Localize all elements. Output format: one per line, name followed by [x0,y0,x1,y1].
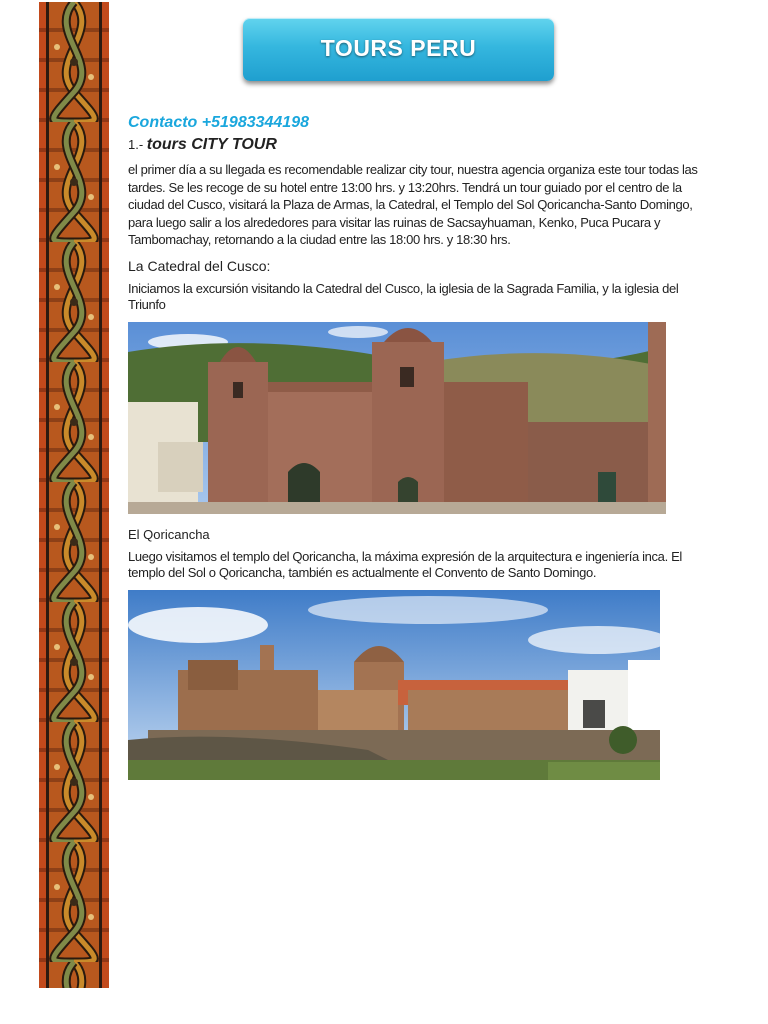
section-text-qoricancha: Luego visitamos el templo del Qoricancha, la máxima expresión de la arquitectura e ingeniería inca. El templo del Sol o Qoricancha, también es actualmente el Convento de Santo Domingo. [128,548,682,580]
section-heading-catedral: La Catedral del Cusco: [128,257,271,274]
tours-peru-header-button[interactable] [243,18,554,81]
qoricancha-photo [128,590,660,780]
tour-title: tours CITY TOUR [146,136,277,153]
contact-phone: Contacto +51983344198 [128,114,309,131]
intro-paragraph: el primer día a su llegada es recomendable realizar city tour, nuestra agencia organiza este tour todas las tardes. Se les recoge de su hotel entre 13:00 hrs. y 13:20hrs. Tendrá un tour guiado por el centro de la ciudad del Cusco, visitará la Plaza de Armas, la Catedral, el Templo del Sol Qoricancha-Santo Domingo, para luego salir a los alrededores para visitar las ruinas de Sacsayhuaman, Kenko, Puca Pucara y Tambomachay, retornando a la ciudad entre las 18:00 hrs. y 18:30 hrs. [128,162,698,247]
section-heading-qoricancha: El Qoricancha [128,526,210,542]
decorative-border-band [39,2,109,988]
header-title: TOURS PERU [320,35,477,61]
main-content [128,112,698,780]
tour-heading [128,135,698,155]
section-text-catedral: Iniciamos la excursión visitando la Catedral del Cusco, la iglesia de la Sagrada Familia, y la iglesia del Triunfo [128,280,679,312]
border-pattern [39,2,109,988]
cathedral-photo [128,322,666,514]
tour-number: 1.- [128,137,144,152]
